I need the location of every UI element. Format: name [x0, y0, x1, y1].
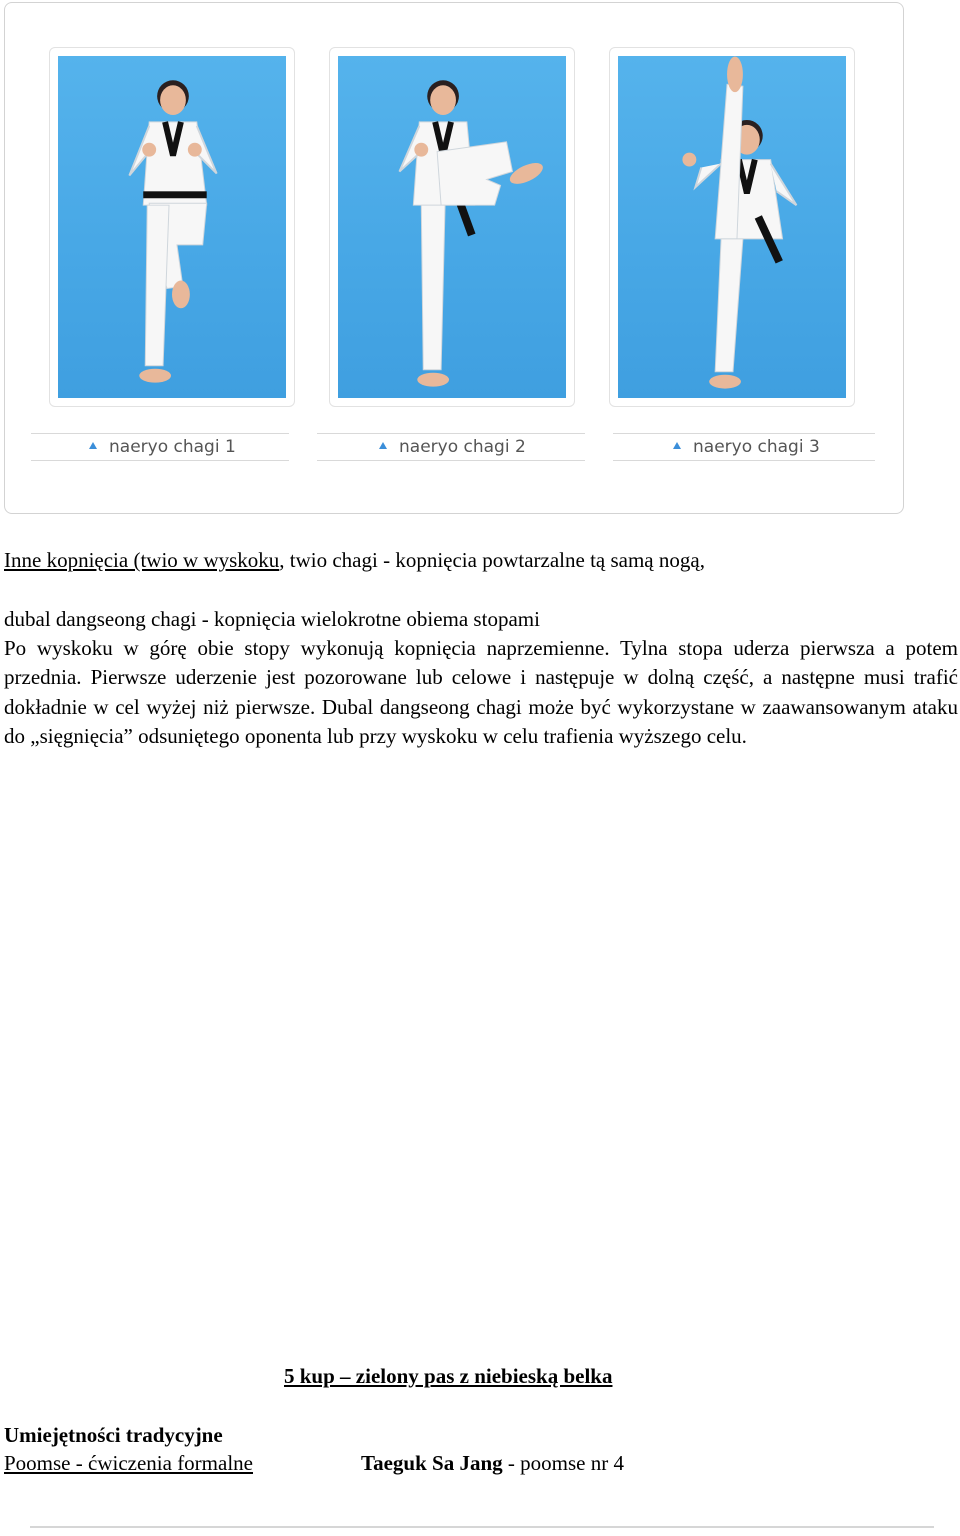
poomse-link[interactable]: Poomse - ćwiczenia formalne: [4, 1451, 253, 1475]
other-kicks-line: [4, 546, 705, 575]
dubal-line: dubal dangseong chagi - kopnięcia wielokrotne obiema stopami: [4, 607, 540, 631]
kicker-figure-3: [618, 56, 846, 398]
section-subheading: Umiejętności tradycyjne: [4, 1423, 223, 1447]
triangle-up-icon: [673, 442, 681, 449]
form-line: [361, 1449, 624, 1478]
caption-1[interactable]: [31, 433, 289, 461]
caption-2[interactable]: [317, 433, 585, 461]
photo-gallery: [4, 2, 904, 514]
form-suffix: - poomse nr 4: [502, 1451, 624, 1475]
triangle-up-icon: [89, 442, 97, 449]
photo-frame-1[interactable]: [49, 47, 295, 407]
caption-2-label: naeryo chagi 2: [399, 437, 526, 457]
bottom-divider: [30, 1526, 934, 1528]
description-paragraph: Po wyskoku w górę obie stopy wykonują kopnięcia naprzemienne. Tylna stopa uderza pierwsza a potem przednia. Pierwsze uderzenie jest pozorowane lub celowe i następuje w dolną część, a następne musi trafić dokładnie w cel wyżej niż pierwsze. Dubal dangseong chagi może być wykorzystane w zaawansowanym ataku do „sięgnięcia” odsuniętego oponenta lub przy wyskoku w celu trafienia wyższego celu.: [4, 636, 958, 748]
triangle-up-icon: [379, 442, 387, 449]
caption-3[interactable]: [613, 433, 875, 461]
form-name: Taeguk Sa Jang: [361, 1451, 503, 1475]
other-kicks-rest: , twio chagi - kopnięcia powtarzalne tą samą nogą,: [279, 548, 705, 572]
poomse-line: [4, 1449, 253, 1478]
section-heading: 5 kup – zielony pas z niebieską belka: [284, 1364, 613, 1388]
photo-naeryo-chagi-1: [58, 56, 286, 398]
photo-frame-3[interactable]: [609, 47, 855, 407]
other-kicks-link[interactable]: Inne kopnięcia (twio w wyskoku: [4, 548, 280, 572]
photo-frame-2[interactable]: [329, 47, 575, 407]
kicker-figure-1: [58, 56, 286, 398]
caption-1-label: naeryo chagi 1: [109, 437, 236, 457]
kicker-figure-2: [338, 56, 566, 398]
photo-naeryo-chagi-3: [618, 56, 846, 398]
caption-3-label: naeryo chagi 3: [693, 437, 820, 457]
photo-naeryo-chagi-2: [338, 56, 566, 398]
